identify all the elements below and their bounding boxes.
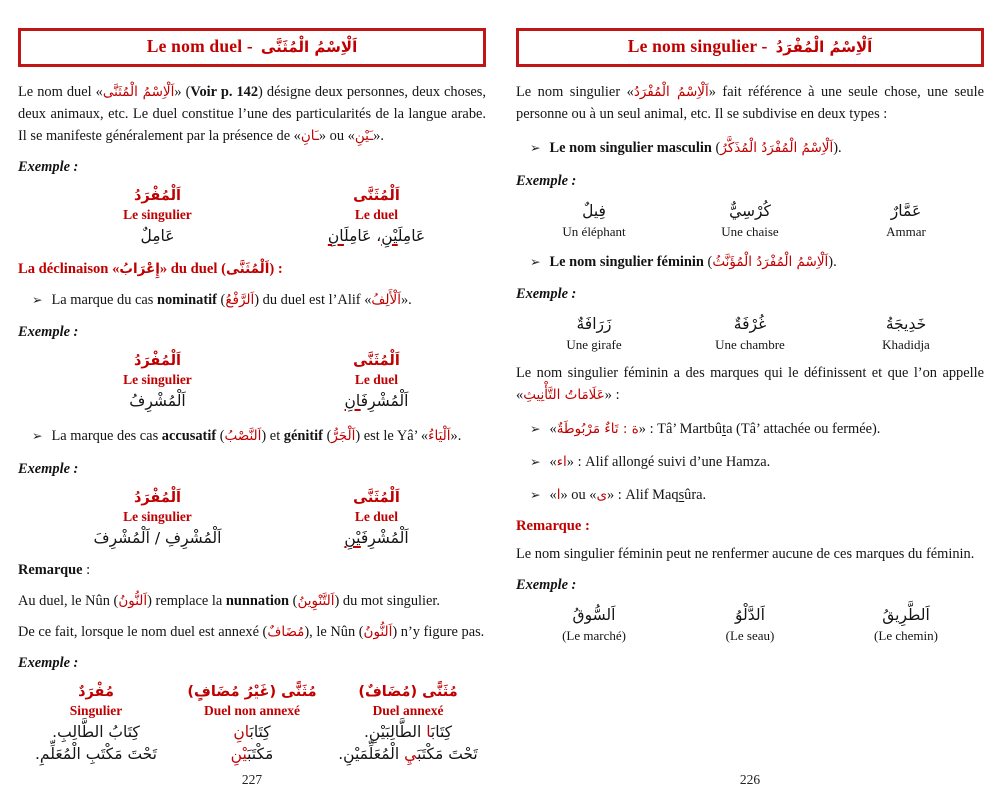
left-title-french: Le nom duel -	[146, 36, 253, 56]
feminin-bullet	[516, 252, 984, 273]
text-segment: Au duel, le Nûn (	[18, 592, 119, 609]
example-item	[516, 202, 672, 240]
text-segment: Le nom duel «	[18, 84, 103, 100]
exemple-label	[516, 171, 984, 193]
column-header-french: Le duel	[354, 509, 399, 525]
arabic-text: اَلنُّونُ	[363, 623, 393, 640]
text-segment: ».	[400, 291, 412, 308]
bullet-arrow-icon: ➢	[530, 454, 541, 469]
text-segment: nunnation	[225, 592, 290, 609]
text-segment: ‍انِ	[327, 226, 344, 245]
text-segment: اَلْمُشْرِفُ	[129, 392, 186, 411]
arabic-word: خَدِيجَةُ	[885, 315, 927, 334]
exemple-label	[18, 322, 486, 344]
arabic-example	[267, 227, 486, 245]
marques-paragraph	[516, 363, 984, 407]
text-segment: ).	[828, 253, 837, 270]
text-segment: الْمُعَلِّمَيْنِ.	[338, 744, 405, 763]
arabic-word: اَلطَّرِيقُ	[882, 605, 930, 624]
annexe-paragraph	[18, 622, 486, 644]
arabic-text: إِعْرَابُ	[119, 260, 160, 277]
text-segment: génitif	[283, 428, 323, 445]
arabic-text: ى	[596, 486, 608, 503]
arabic-text: اَلْجَرُّ	[331, 428, 356, 445]
exemple-label	[516, 575, 984, 597]
bullet-arrow-icon: ➢	[530, 140, 541, 155]
text-segment: Voir p. 142	[190, 84, 259, 100]
text-segment: » fait référence à une seule chose, une seule personne ou à un seul animal, etc. Il se subdivise en deux types :	[516, 84, 984, 122]
example-column	[267, 188, 486, 249]
text-segment: Remarque :	[516, 517, 590, 534]
bullet-arrow-icon: ➢	[32, 292, 43, 307]
text-segment: Exemple :	[18, 324, 79, 341]
remarque-label	[18, 560, 486, 582]
example-item	[516, 606, 672, 644]
text-segment: ) désigne deux personnes, deux choses, deux animaux, etc. Le duel constitue l’une des particularités de la langue arabe. Il se manifeste généralement par la présence de «	[18, 84, 487, 144]
example-item	[516, 315, 672, 353]
arabic-word: عَمَّارٌ	[890, 201, 922, 220]
arabic-word: كُرْسِيٌّ	[729, 201, 771, 220]
arabic-example	[48, 392, 267, 410]
duel-table-1	[18, 188, 486, 249]
remarque-paragraph	[516, 544, 984, 566]
text-segment: كِتَابَ‍	[249, 722, 271, 741]
arabic-word: زَرَافَةٌ	[576, 315, 612, 334]
text-segment: «	[549, 421, 557, 438]
left-title-arabic: اَلْاِسْمُ الْمُثَنَّى	[260, 38, 358, 56]
text-segment: » : Tâ’ Martbû	[638, 421, 723, 438]
text-segment: » (	[174, 84, 191, 100]
text-segment: Exemple :	[18, 158, 79, 175]
arabic-example	[174, 723, 330, 741]
text-segment: تَحْتَ مَكْتَبَ‍	[417, 744, 478, 763]
text-segment: Exemple :	[516, 286, 577, 303]
example-item	[828, 606, 984, 644]
text-segment: كِتَابُ الطَّالِبِ.	[52, 722, 140, 741]
sans-marque-examples	[516, 606, 984, 644]
text-segment: الطَّالِبَيْنِ.	[363, 722, 427, 741]
text-segment: Le nom singulier masculin	[549, 139, 712, 156]
bullet-text	[549, 452, 984, 473]
example-column	[267, 490, 486, 551]
text-segment: ) est le Yâ’ «	[355, 428, 429, 445]
column-header-arabic: اَلْمُثَنَّى	[353, 187, 400, 204]
column-header-arabic: مُثَنًّى (مُضَافٌ)	[358, 683, 458, 700]
arabic-example	[267, 392, 486, 410]
arabic-text: اَلنَّصْبُ	[224, 428, 262, 445]
text-segment: ‍انِ	[233, 722, 250, 741]
column-header-french: Le duel	[354, 206, 399, 222]
intro-paragraph	[18, 82, 486, 148]
text-segment: La déclinaison «	[18, 260, 120, 277]
example-item	[828, 315, 984, 353]
text-segment: ) remplace la	[147, 592, 226, 609]
remarque-heading	[516, 518, 984, 535]
text-segment: » ou «	[318, 127, 355, 144]
example-column	[48, 490, 267, 551]
column-header-arabic: مُفْرَدٌ	[78, 683, 114, 700]
arabic-text: اَلْيَاءُ	[428, 428, 451, 445]
word-translation: Un éléphant	[562, 223, 626, 239]
text-segment: ‍انِ	[344, 392, 361, 411]
text-segment: عَامِلٌ	[140, 226, 175, 245]
duel-table-3	[18, 490, 486, 551]
arabic-text: مُضَافٌ	[267, 623, 305, 640]
arabic-word: فِيلٌ	[582, 201, 606, 220]
right-title-arabic: اَلْاِسْمُ الْمُفْرَدُ	[775, 38, 873, 56]
text-segment: a (Tâ’ attachée ou fermée).	[726, 421, 881, 438]
arabic-text: اَلْمُثَنَّى	[225, 260, 270, 277]
arabic-text: ـَيْنِ	[354, 127, 374, 144]
text-segment: ), le Nûn (	[304, 623, 364, 640]
arabic-text: اَلرَّفْعُ	[225, 291, 255, 308]
text-segment: ‍يْنِ	[344, 529, 361, 548]
ta-marbuta-bullet	[516, 419, 984, 440]
text-segment: Le nom singulier féminin	[549, 253, 704, 270]
duel-table-2	[18, 353, 486, 414]
word-translation: (Le marché)	[562, 627, 626, 643]
arabic-text: اَلْأَلِفُ	[371, 291, 401, 308]
example-column	[174, 684, 330, 767]
arabic-example	[174, 745, 330, 763]
arabic-word: اَلدَّلْوُ	[735, 605, 765, 624]
column-header-arabic: اَلْمُفْرَدُ	[133, 490, 182, 507]
bullet-arrow-icon: ➢	[530, 487, 541, 502]
text-segment: (	[703, 253, 713, 270]
column-header-french: Le singulier	[123, 206, 192, 222]
text-segment: Exemple :	[18, 461, 79, 478]
text-segment: Remarque	[18, 562, 83, 579]
bullet-arrow-icon: ➢	[32, 429, 43, 444]
right-page-number: 226	[739, 772, 761, 787]
text-segment: ‍يْنِ	[381, 226, 398, 245]
arabic-text: عَلَامَاتُ التَّأْنِيثِ	[523, 387, 605, 404]
arabic-text: اء	[556, 453, 567, 470]
text-segment: «	[549, 453, 557, 470]
nun-paragraph	[18, 591, 486, 613]
text-segment: ) :	[269, 260, 283, 277]
text-segment: » : Alif allongé suivi d’une Hamza.	[566, 453, 771, 470]
arabic-text: اَلْاِسْمُ الْمُفْرَدُ	[633, 84, 709, 100]
text-segment: t	[722, 421, 727, 438]
word-translation: Une girafe	[566, 337, 622, 353]
column-header-french: Le duel	[354, 372, 399, 388]
arabic-text: ة : تَاءٌ مَرْبُوطَةٌ	[556, 421, 639, 438]
arabic-text: اَلْاِسْمُ الْمُثَنَّى	[102, 84, 175, 100]
arabic-example	[330, 723, 486, 741]
text-segment: (	[322, 428, 332, 445]
text-segment: » du duel (	[159, 260, 226, 277]
text-segment: مَكْتَبَ‍	[247, 744, 274, 763]
right-title-french: Le nom singulier -	[627, 36, 768, 56]
page-left	[18, 28, 486, 788]
nominatif-bullet	[18, 290, 486, 311]
masculin-examples	[516, 202, 984, 240]
arabic-example	[18, 723, 174, 741]
word-translation: (Le chemin)	[874, 627, 938, 643]
bullet-arrow-icon: ➢	[530, 254, 541, 269]
arabic-example	[267, 529, 486, 547]
text-segment: ‍يْنِ	[230, 744, 248, 763]
alif-hamza-bullet	[516, 452, 984, 473]
column-header-french: Singulier	[69, 702, 123, 718]
text-segment: اَلْمُشْرِفَ‍	[360, 529, 409, 548]
exemple-label	[18, 459, 486, 481]
exemple-label	[18, 157, 486, 179]
exemple-label	[18, 653, 486, 675]
bullet-text	[549, 485, 984, 506]
text-segment: ûra.	[684, 486, 707, 503]
arabic-text: اَلتَّنْوِينُ	[297, 592, 335, 609]
text-segment: «	[549, 486, 557, 503]
example-item	[672, 315, 828, 353]
bullet-text	[51, 426, 486, 447]
example-item	[828, 202, 984, 240]
text-segment: (	[216, 428, 225, 445]
bullet-text	[549, 138, 984, 159]
masculin-bullet	[516, 138, 984, 159]
text-segment: ) du mot singulier.	[334, 592, 441, 609]
example-item	[672, 202, 828, 240]
example-column	[330, 684, 486, 767]
word-translation: Ammar	[886, 223, 926, 239]
text-segment: Le nom singulier féminin peut ne renfermer aucune de ces marques du féminin.	[516, 545, 975, 562]
word-translation: Khadidja	[882, 337, 930, 353]
word-translation: Une chambre	[715, 337, 785, 353]
text-segment: (	[711, 139, 721, 156]
text-segment: ».	[450, 428, 462, 445]
column-header-arabic: اَلْمُثَنَّى	[353, 353, 400, 370]
accusatif-genitif-bullet	[18, 426, 486, 447]
right-title-box	[516, 28, 984, 67]
text-segment: accusatif	[161, 428, 217, 445]
arabic-text: ا	[556, 486, 561, 503]
bullet-text	[549, 252, 984, 273]
text-segment: عَامِلَ‍	[397, 226, 426, 245]
text-segment: ‍ا	[426, 722, 431, 741]
bullet-text	[51, 290, 486, 311]
text-segment: nominatif	[156, 291, 217, 308]
text-segment: » ou «	[560, 486, 597, 503]
bullet-arrow-icon: ➢	[530, 422, 541, 437]
example-column	[18, 684, 174, 767]
bullet-text	[549, 419, 984, 440]
text-segment: (	[216, 291, 226, 308]
text-segment: اَلْمُشْرِفَ‍	[360, 392, 409, 411]
page-right	[516, 28, 984, 788]
text-segment: » :	[604, 387, 620, 404]
text-segment: Le nom singulier «	[516, 84, 634, 100]
column-header-arabic: اَلْمُفْرَدُ	[133, 353, 182, 370]
column-header-french: Duel annexé	[372, 702, 444, 718]
text-segment: :	[82, 562, 91, 579]
intro-paragraph	[516, 82, 984, 126]
example-column	[48, 188, 267, 249]
text-segment: La marque des cas	[51, 428, 162, 445]
text-segment: ) du duel est l’Alif «	[254, 291, 372, 308]
column-header-french: Le singulier	[123, 509, 192, 525]
text-segment: اَلْمُشْرِفِ / اَلْمُشْرِفَ	[93, 529, 222, 548]
left-page-number: 227	[241, 772, 263, 787]
text-segment: ) n’y figure pas.	[392, 623, 485, 640]
column-header-arabic: اَلْمُثَنَّى	[353, 490, 400, 507]
arabic-text: ـَانِ	[300, 127, 319, 144]
right-page-content	[516, 82, 984, 644]
declinaison-heading	[18, 261, 486, 278]
column-header-arabic: مُثَنًّى (غَيْرُ مُضَافٍ)	[187, 683, 317, 700]
example-item	[672, 606, 828, 644]
text-segment: تَحْتَ مَكْتَبِ الْمُعَلِّمِ.	[35, 744, 157, 763]
text-segment: ».	[373, 127, 384, 144]
text-segment: Exemple :	[516, 576, 577, 593]
column-header-french: Duel non annexé	[203, 702, 301, 718]
example-column	[267, 353, 486, 414]
text-segment: (	[289, 592, 298, 609]
text-segment: De ce fait, lorsque le nom duel est annexé (	[18, 623, 268, 640]
text-segment: ‍يِ	[404, 744, 418, 763]
column-header-arabic: اَلْمُفْرَدُ	[133, 187, 182, 204]
text-segment: Le nom singulier féminin a des marques qui le définissent et que l’on appelle «	[516, 365, 984, 404]
example-column	[48, 353, 267, 414]
arabic-example	[18, 745, 174, 763]
text-segment: Exemple :	[516, 172, 577, 189]
arabic-example	[330, 745, 486, 763]
word-translation: (Le seau)	[725, 627, 775, 643]
arabic-text: اَلْاِسْمُ الْمُفْرَدُ الْمُذَكَّرُ	[720, 139, 834, 156]
text-segment: كِتَابَ‍	[430, 722, 453, 741]
alif-maqsura-bullet	[516, 485, 984, 506]
text-segment: Exemple :	[18, 654, 79, 671]
left-page-content	[18, 82, 486, 767]
arabic-text: اَلْاِسْمُ الْمُفْرَدُ الْمُؤَنَّثُ	[712, 253, 829, 270]
text-segment: s	[678, 486, 685, 503]
feminin-examples	[516, 315, 984, 353]
column-header-french: Le singulier	[123, 372, 192, 388]
arabic-text: اَلنُّونُ	[118, 592, 148, 609]
text-segment: ).	[833, 139, 842, 156]
exemple-label	[516, 284, 984, 306]
arabic-example	[48, 227, 267, 245]
arabic-word: اَلسُّوقُ	[572, 605, 616, 624]
text-segment: » : Alif Maq	[607, 486, 679, 503]
text-segment: ، عَامِلَ‍	[343, 226, 382, 245]
left-title-box	[18, 28, 486, 67]
text-segment: La marque du cas	[51, 291, 157, 308]
annexion-table	[18, 684, 486, 767]
text-segment: ) et	[261, 428, 284, 445]
arabic-example	[48, 529, 267, 547]
arabic-word: غُرْفَةٌ	[733, 315, 767, 334]
word-translation: Une chaise	[721, 223, 779, 239]
